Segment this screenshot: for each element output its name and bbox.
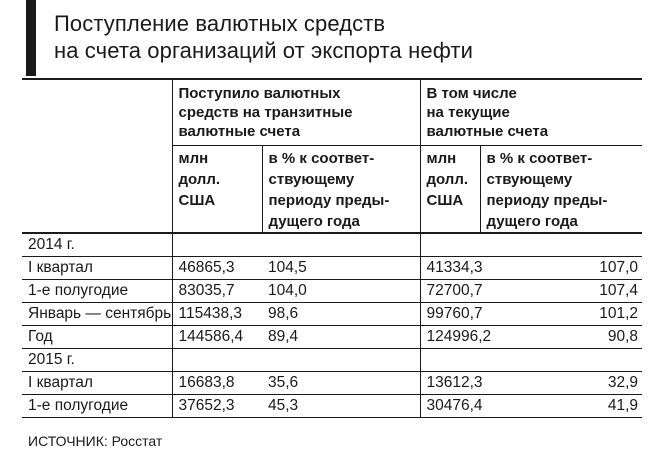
- title-block: [0, 0, 650, 76]
- current-value: 72700,7: [420, 280, 480, 303]
- transit-pct: 35,6: [262, 372, 420, 395]
- transit-value: 144586,4: [172, 326, 262, 349]
- header-empty-cell: [22, 146, 172, 234]
- header-pct-1: в % к соответ- ствующему периоду преды- дущего года: [262, 146, 420, 234]
- current-pct: 107,0: [480, 257, 642, 280]
- current-value: 30476,4: [420, 395, 480, 418]
- current-pct: 32,9: [480, 372, 642, 395]
- header-unit-2: млн долл. США: [420, 146, 480, 234]
- table-row: [22, 326, 642, 349]
- year-row: [22, 349, 642, 372]
- current-value: 99760,7: [420, 303, 480, 326]
- current-pct: 101,2: [480, 303, 642, 326]
- current-pct: 41,9: [480, 395, 642, 418]
- table-row: [22, 372, 642, 395]
- row-label: I квартал: [22, 257, 172, 280]
- title-accent-bar: [26, 0, 36, 76]
- table-title: [54, 10, 473, 64]
- row-label: I квартал: [22, 372, 172, 395]
- transit-value: 37652,3: [172, 395, 262, 418]
- row-label: 1-е полугодие: [22, 395, 172, 418]
- title-line-2: на счета организаций от экспорта нефти: [54, 38, 473, 63]
- current-value: 13612,3: [420, 372, 480, 395]
- header-group-transit: Поступило валютных средств на транзитные валютные счета: [172, 79, 420, 146]
- current-pct: 90,8: [480, 326, 642, 349]
- title-line-1: Поступление валютных средств: [54, 11, 386, 36]
- header-group-current: В том числе на текущие валютные счета: [420, 79, 642, 146]
- transit-value: 115438,3: [172, 303, 262, 326]
- transit-pct: 104,5: [262, 257, 420, 280]
- header-row-groups: [22, 79, 642, 146]
- current-value: 41334,3: [420, 257, 480, 280]
- row-label: Год: [22, 326, 172, 349]
- year-row: [22, 233, 642, 257]
- table-row: [22, 257, 642, 280]
- transit-value: 16683,8: [172, 372, 262, 395]
- transit-pct: 45,3: [262, 395, 420, 418]
- header-unit-1: млн долл. США: [172, 146, 262, 234]
- current-value: 124996,2: [420, 326, 480, 349]
- transit-pct: 98,6: [262, 303, 420, 326]
- header-empty-cell: [22, 79, 172, 146]
- transit-value: 83035,7: [172, 280, 262, 303]
- year-label: 2015 г.: [22, 349, 172, 372]
- header-pct-2: в % к соответ- ствующему периоду преды- дущего года: [480, 146, 642, 234]
- source-note: ИСТОЧНИК: Росстат: [28, 433, 163, 449]
- year-label: 2014 г.: [22, 233, 172, 257]
- transit-pct: 104,0: [262, 280, 420, 303]
- row-label: Январь — сентябрь: [22, 303, 172, 326]
- table-row: [22, 303, 642, 326]
- table-row: [22, 280, 642, 303]
- export-revenue-table: [22, 78, 642, 418]
- transit-value: 46865,3: [172, 257, 262, 280]
- current-pct: 107,4: [480, 280, 642, 303]
- transit-pct: 89,4: [262, 326, 420, 349]
- header-row-sub: [22, 146, 642, 234]
- table-row: [22, 395, 642, 418]
- row-label: 1-е полугодие: [22, 280, 172, 303]
